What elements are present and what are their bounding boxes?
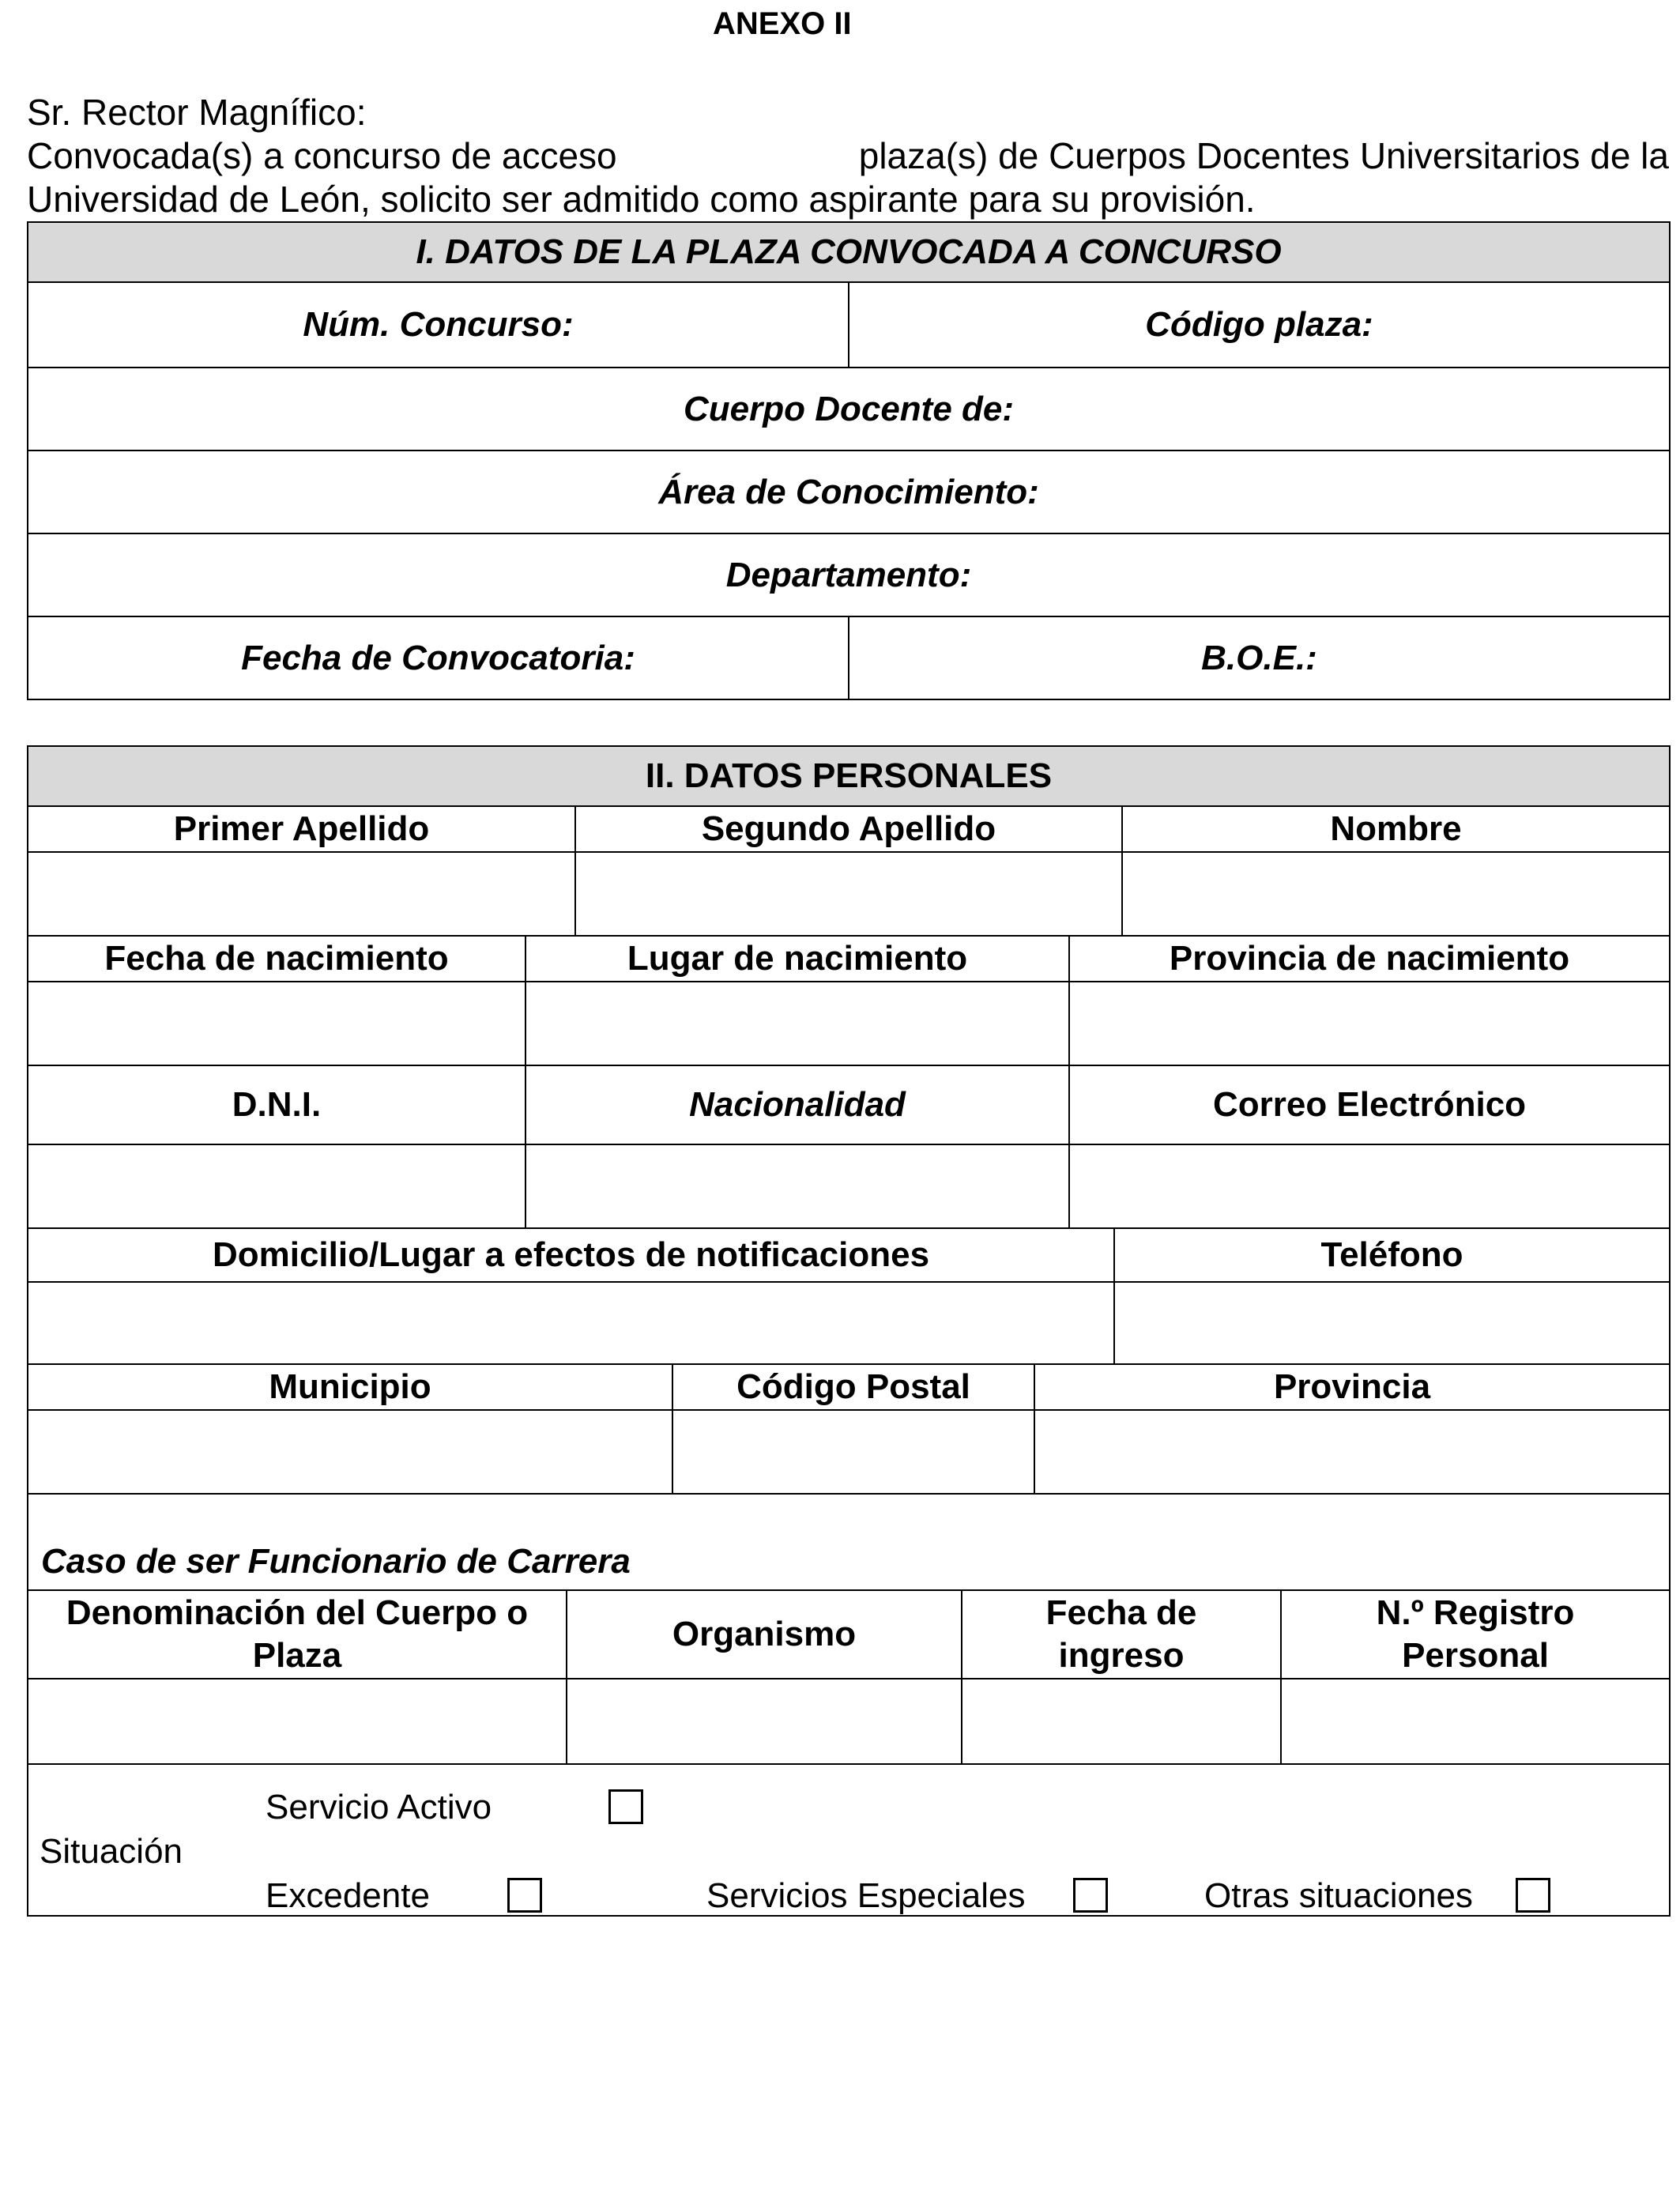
denominacion-input[interactable]	[28, 1679, 567, 1764]
fecha-ingreso-label	[962, 1590, 1281, 1679]
funcionario-caption-text: Caso de ser Funcionario de Carrera	[41, 1542, 631, 1581]
provincia-nacimiento-input[interactable]	[1069, 982, 1670, 1065]
situacion-label: Situación	[40, 1832, 183, 1871]
funcionario-table	[27, 1493, 1671, 1917]
num-concurso-field[interactable]: Núm. Concurso:	[28, 282, 849, 368]
section2-locality-table	[27, 1363, 1671, 1495]
segundo-apellido-label: Segundo Apellido	[575, 806, 1122, 852]
provincia-input[interactable]	[1034, 1410, 1670, 1494]
telefono-label: Teléfono	[1114, 1228, 1670, 1282]
denominacion-label	[28, 1590, 567, 1679]
segundo-apellido-input[interactable]	[575, 852, 1122, 936]
nacionalidad-label: Nacionalidad	[525, 1065, 1069, 1144]
registro-input[interactable]	[1281, 1679, 1670, 1764]
denominacion-line1: Denominación del Cuerpo o	[66, 1593, 529, 1632]
servicios-especiales-checkbox[interactable]	[1073, 1878, 1108, 1913]
section2-heading: II. DATOS PERSONALES	[28, 746, 1670, 806]
municipio-label: Municipio	[28, 1364, 672, 1410]
section1-table	[27, 221, 1671, 700]
fecha-ingreso-line1: Fecha de	[1045, 1593, 1197, 1632]
registro-label	[1281, 1590, 1670, 1679]
nombre-input[interactable]	[1122, 852, 1670, 936]
organismo-label: Organismo	[567, 1590, 962, 1679]
domicilio-input[interactable]	[28, 1282, 1114, 1364]
excedente-checkbox[interactable]	[507, 1878, 542, 1913]
nacionalidad-input[interactable]	[525, 1144, 1069, 1228]
organismo-input[interactable]	[567, 1679, 962, 1764]
servicio-activo-label: Servicio Activo	[266, 1788, 492, 1826]
dni-label: D.N.I.	[28, 1065, 525, 1144]
correo-label: Correo Electrónico	[1069, 1065, 1670, 1144]
intro-line1-right: plaza(s) de Cuerpos Docentes Universitarios de la	[858, 135, 1669, 176]
section2-birth-table	[27, 935, 1671, 1229]
primer-apellido-label: Primer Apellido	[28, 806, 575, 852]
lugar-nacimiento-input[interactable]	[525, 982, 1069, 1065]
section2-names-table	[27, 745, 1671, 937]
area-conocimiento-field[interactable]: Área de Conocimiento:	[28, 450, 1670, 533]
departamento-field[interactable]: Departamento:	[28, 533, 1670, 616]
boe-field[interactable]: B.O.E.:	[849, 616, 1670, 699]
excedente-label: Excedente	[266, 1876, 430, 1915]
intro-line2: Universidad de León, solicito ser admitido como aspirante para su provisión.	[27, 179, 1256, 220]
funcionario-caption	[28, 1494, 1670, 1590]
fecha-nacimiento-label: Fecha de nacimiento	[28, 936, 525, 982]
correo-input[interactable]	[1069, 1144, 1670, 1228]
otras-situaciones-checkbox[interactable]	[1516, 1878, 1550, 1913]
municipio-input[interactable]	[28, 1410, 672, 1494]
fecha-convocatoria-field[interactable]: Fecha de Convocatoria:	[28, 616, 849, 699]
fecha-ingreso-line2: ingreso	[1058, 1636, 1185, 1675]
lugar-nacimiento-label: Lugar de nacimiento	[525, 936, 1069, 982]
fecha-ingreso-input[interactable]	[962, 1679, 1281, 1764]
provincia-nacimiento-label: Provincia de nacimiento	[1069, 936, 1670, 982]
section1-heading: I. DATOS DE LA PLAZA CONVOCADA A CONCURSO	[28, 222, 1670, 282]
servicio-activo-checkbox[interactable]	[608, 1789, 643, 1824]
codigo-postal-input[interactable]	[672, 1410, 1034, 1494]
otras-situaciones-label: Otras situaciones	[1204, 1876, 1473, 1915]
salutation: Sr. Rector Magnífico:	[27, 92, 367, 133]
servicios-especiales-label: Servicios Especiales	[706, 1876, 1026, 1915]
registro-line2: Personal	[1402, 1636, 1549, 1675]
document-title: ANEXO II	[713, 6, 852, 41]
dni-input[interactable]	[28, 1144, 525, 1228]
primer-apellido-input[interactable]	[28, 852, 575, 936]
fecha-nacimiento-input[interactable]	[28, 982, 525, 1065]
section2-address-table	[27, 1227, 1671, 1365]
cuerpo-docente-field[interactable]: Cuerpo Docente de:	[28, 368, 1670, 450]
provincia-label: Provincia	[1034, 1364, 1670, 1410]
nombre-label: Nombre	[1122, 806, 1670, 852]
codigo-postal-label: Código Postal	[672, 1364, 1034, 1410]
intro-line1-left: Convocada(s) a concurso de acceso	[27, 135, 617, 176]
telefono-input[interactable]	[1114, 1282, 1670, 1364]
denominacion-line2: Plaza	[252, 1636, 342, 1675]
codigo-plaza-field[interactable]: Código plaza:	[849, 282, 1670, 368]
domicilio-label: Domicilio/Lugar a efectos de notificaciones	[28, 1228, 1114, 1282]
registro-line1: N.º Registro	[1376, 1593, 1575, 1632]
